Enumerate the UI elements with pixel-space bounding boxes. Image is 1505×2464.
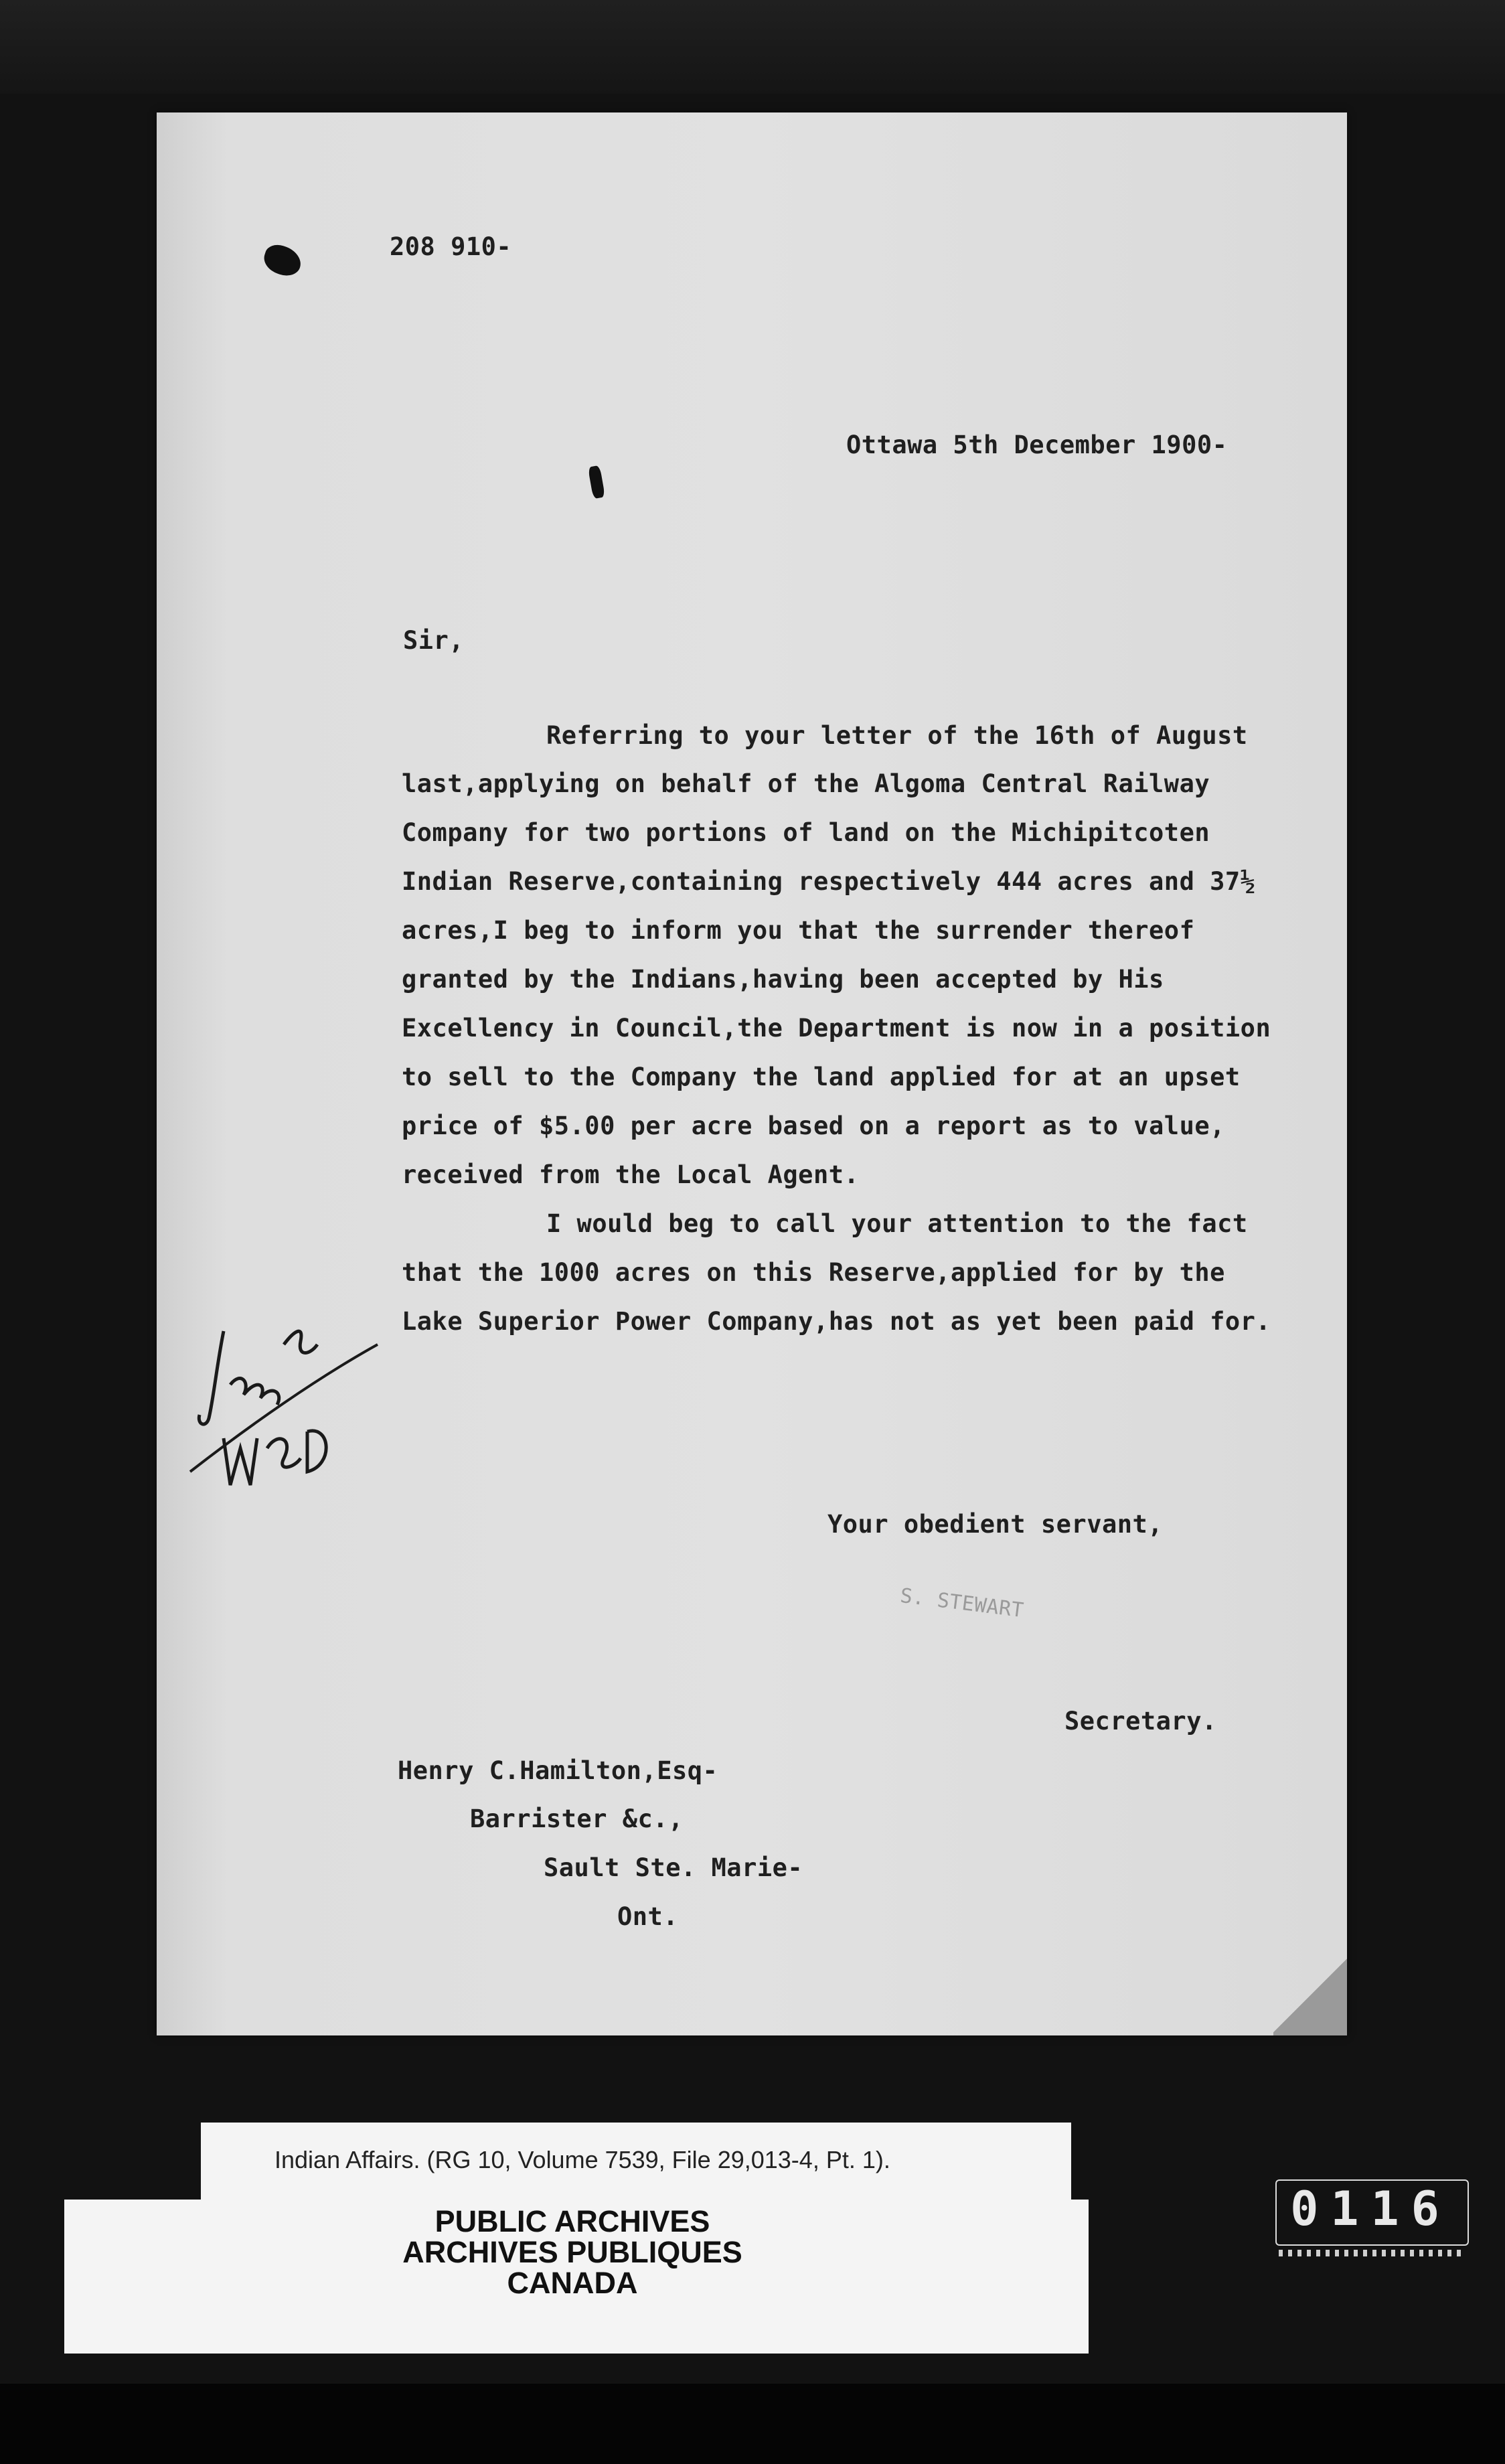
- addressee-line: Ont.: [617, 1902, 679, 1931]
- body-line: granted by the Indians,having been accepted by His: [402, 965, 1164, 994]
- archive-title-line: CANADA: [507, 2266, 638, 2300]
- file-number: 208 910-: [390, 232, 512, 261]
- archive-reference: Indian Affairs. (RG 10, Volume 7539, File 29,013-4, Pt. 1).: [274, 2146, 890, 2173]
- body-line: Indian Reserve,containing respectively 444 acres and 37½: [402, 867, 1256, 896]
- body-line: acres,I beg to inform you that the surrender thereof: [402, 916, 1195, 945]
- body-line: price of $5.00 per acre based on a report as to value,: [402, 1111, 1225, 1140]
- addressee-line: Sault Ste. Marie-: [544, 1853, 803, 1882]
- closing: Your obedient servant,: [827, 1510, 1164, 1539]
- film-border-top: [0, 0, 1505, 94]
- staple-mark: [260, 241, 305, 279]
- body-line: Excellency in Council,the Department is now in a position: [402, 1014, 1271, 1043]
- signature-stamp: S. STEWART: [898, 1584, 1026, 1623]
- archive-title: [362, 2206, 783, 2299]
- frame-number: 0116: [1290, 2181, 1451, 2236]
- body-line: to sell to the Company the land applied for at an upset: [402, 1063, 1241, 1091]
- frame-ticks: [1279, 2250, 1463, 2256]
- letter-page: [157, 112, 1347, 2035]
- addressee-line: Barrister &c.,: [470, 1804, 684, 1833]
- body-line: last,applying on behalf of the Algoma Central Railway: [402, 769, 1210, 798]
- archive-title-line: ARCHIVES PUBLIQUES: [402, 2235, 742, 2269]
- film-border-bottom: [0, 2384, 1505, 2464]
- handwritten-initials: [177, 1304, 391, 1525]
- archive-title-line: PUBLIC ARCHIVES: [434, 2204, 710, 2238]
- addressee-line: Henry C.Hamilton,Esq-: [398, 1756, 718, 1785]
- pin-mark: [588, 465, 605, 499]
- page-fold: [1273, 1955, 1347, 2035]
- body-line: I would beg to call your attention to the fact: [546, 1209, 1248, 1238]
- body-line: Lake Superior Power Company,has not as yet been paid for.: [402, 1307, 1271, 1336]
- body-line: Referring to your letter of the 16th of August: [546, 721, 1248, 750]
- salutation: Sir,: [403, 626, 465, 655]
- body-line: Company for two portions of land on the Michipitcoten: [402, 818, 1210, 847]
- place-date: Ottawa 5th December 1900-: [846, 431, 1228, 459]
- signer-title: Secretary.: [1064, 1707, 1217, 1736]
- body-line: received from the Local Agent.: [402, 1160, 860, 1189]
- body-line: that the 1000 acres on this Reserve,applied for by the: [402, 1258, 1225, 1287]
